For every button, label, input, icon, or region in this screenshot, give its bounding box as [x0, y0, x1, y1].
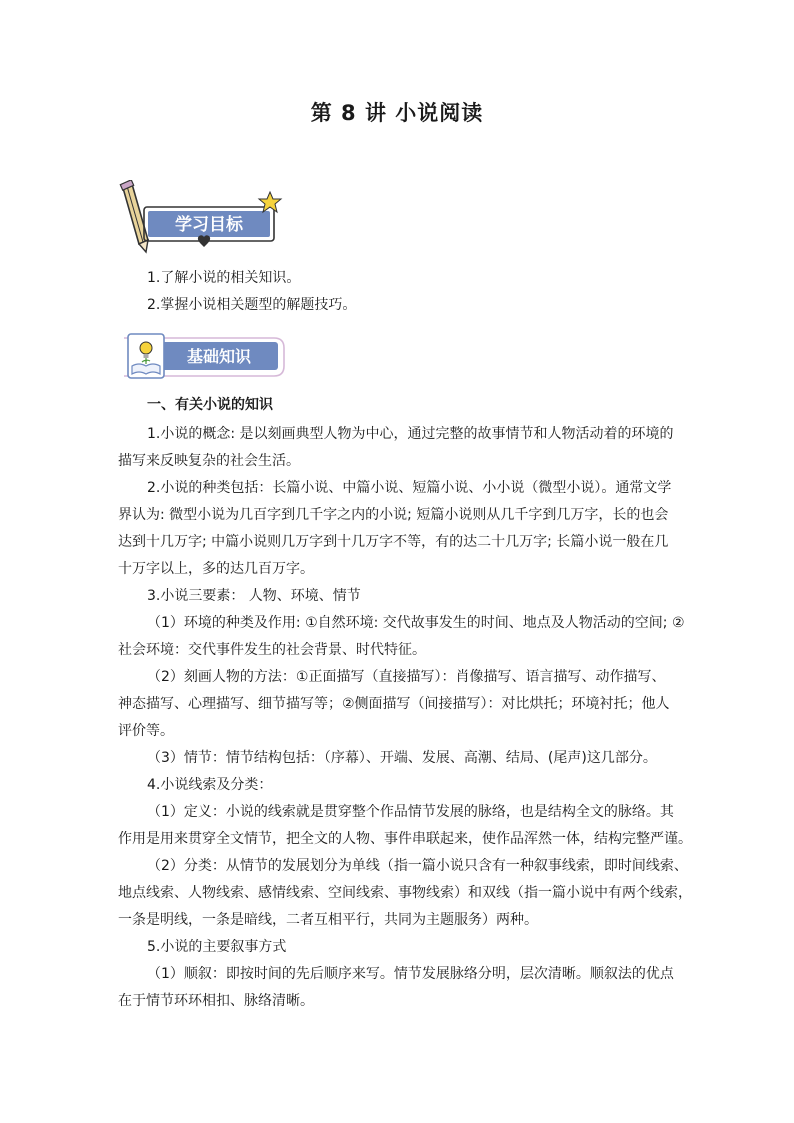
text-line: （2）分类：从情节的发展划分为单线（指一篇小说只含有一种叙事线索，即时间线索、 [147, 858, 688, 874]
text-line: 作用是用来贯穿全文情节，把全文的人物、事件串联起来，使作品浑然一体，结构完整严谨。 [118, 831, 692, 847]
text-line: 地点线索、人物线索、感情线索、空间线索、事物线索）和双线（指一篇小说中有两个线索， [118, 885, 692, 901]
text-line: 5.小说的主要叙事方式 [147, 939, 287, 955]
text-line: 十万字以上，多的达几百万字。 [118, 561, 314, 577]
text-line: 神态描写、心理描写、细节描写等；②侧面描写（间接描写）：对比烘托；环境衬托；他人 [118, 696, 670, 712]
text-line: （1）环境的种类及作用: ①自然环境: 交代故事发生的时间、地点及人物活动的空间; ② [147, 615, 685, 631]
text-line: （2）刻画人物的方法：①正面描写（直接描写）：肖像描写、语言描写、动作描写、 [147, 669, 666, 685]
text-line: 界认为: 微型小说为几百字到几千字之内的小说; 短篇小说则从几千字到几万字，长的也会 [118, 507, 669, 523]
text-line: 描写来反映复杂的社会生活。 [118, 453, 300, 469]
goal-item: 1.了解小说的相关知识。 [147, 270, 301, 286]
text-line: 评价等。 [118, 723, 174, 739]
text-line: 一条是明线，一条是暗线，二者互相平行，共同为主题服务）两种。 [118, 912, 538, 928]
basic-knowledge-badge [120, 328, 295, 384]
text-line: （3）情节：情节结构包括：（序幕）、开端、发展、高潮、结局、(尾声)这几部分。 [147, 750, 657, 766]
badge-goals-label: 学习目标 [175, 215, 243, 235]
text-line: 4.小说线索及分类： [147, 777, 273, 793]
text-line: 3.小说三要素： 人物、环境、情节 [147, 588, 361, 604]
page-title: 第 8 讲 小说阅读 [310, 101, 484, 125]
text-line: （1）顺叙：即按时间的先后顺序来写。情节发展脉络分明，层次清晰。顺叙法的优点 [147, 966, 674, 982]
learning-goals-badge [118, 180, 288, 255]
text-line: 2.小说的种类包括：长篇小说、中篇小说、短篇小说、小小说（微型小说）。通常文学 [147, 480, 672, 496]
badge-basics-label: 基础知识 [186, 347, 252, 366]
text-line: 在于情节环环相扣、脉络清晰。 [118, 993, 314, 1009]
text-line: 1.小说的概念: 是以刻画典型人物为中心，通过完整的故事情节和人物活动着的环境的 [147, 426, 674, 442]
section-heading: 一、有关小说的知识 [147, 397, 273, 413]
text-line: 社会环境：交代事件发生的社会背景、时代特征。 [118, 642, 426, 658]
star-icon [259, 192, 281, 212]
goal-item: 2.掌握小说相关题型的解题技巧。 [147, 297, 357, 313]
text-line: （1）定义：小说的线索就是贯穿整个作品情节发展的脉络，也是结构全文的脉络。其 [147, 804, 674, 820]
book-lightbulb-icon [128, 334, 164, 378]
text-line: 达到十几万字; 中篇小说则几万字到十几万字不等，有的达二十几万字; 长篇小说一般在几 [118, 534, 669, 550]
